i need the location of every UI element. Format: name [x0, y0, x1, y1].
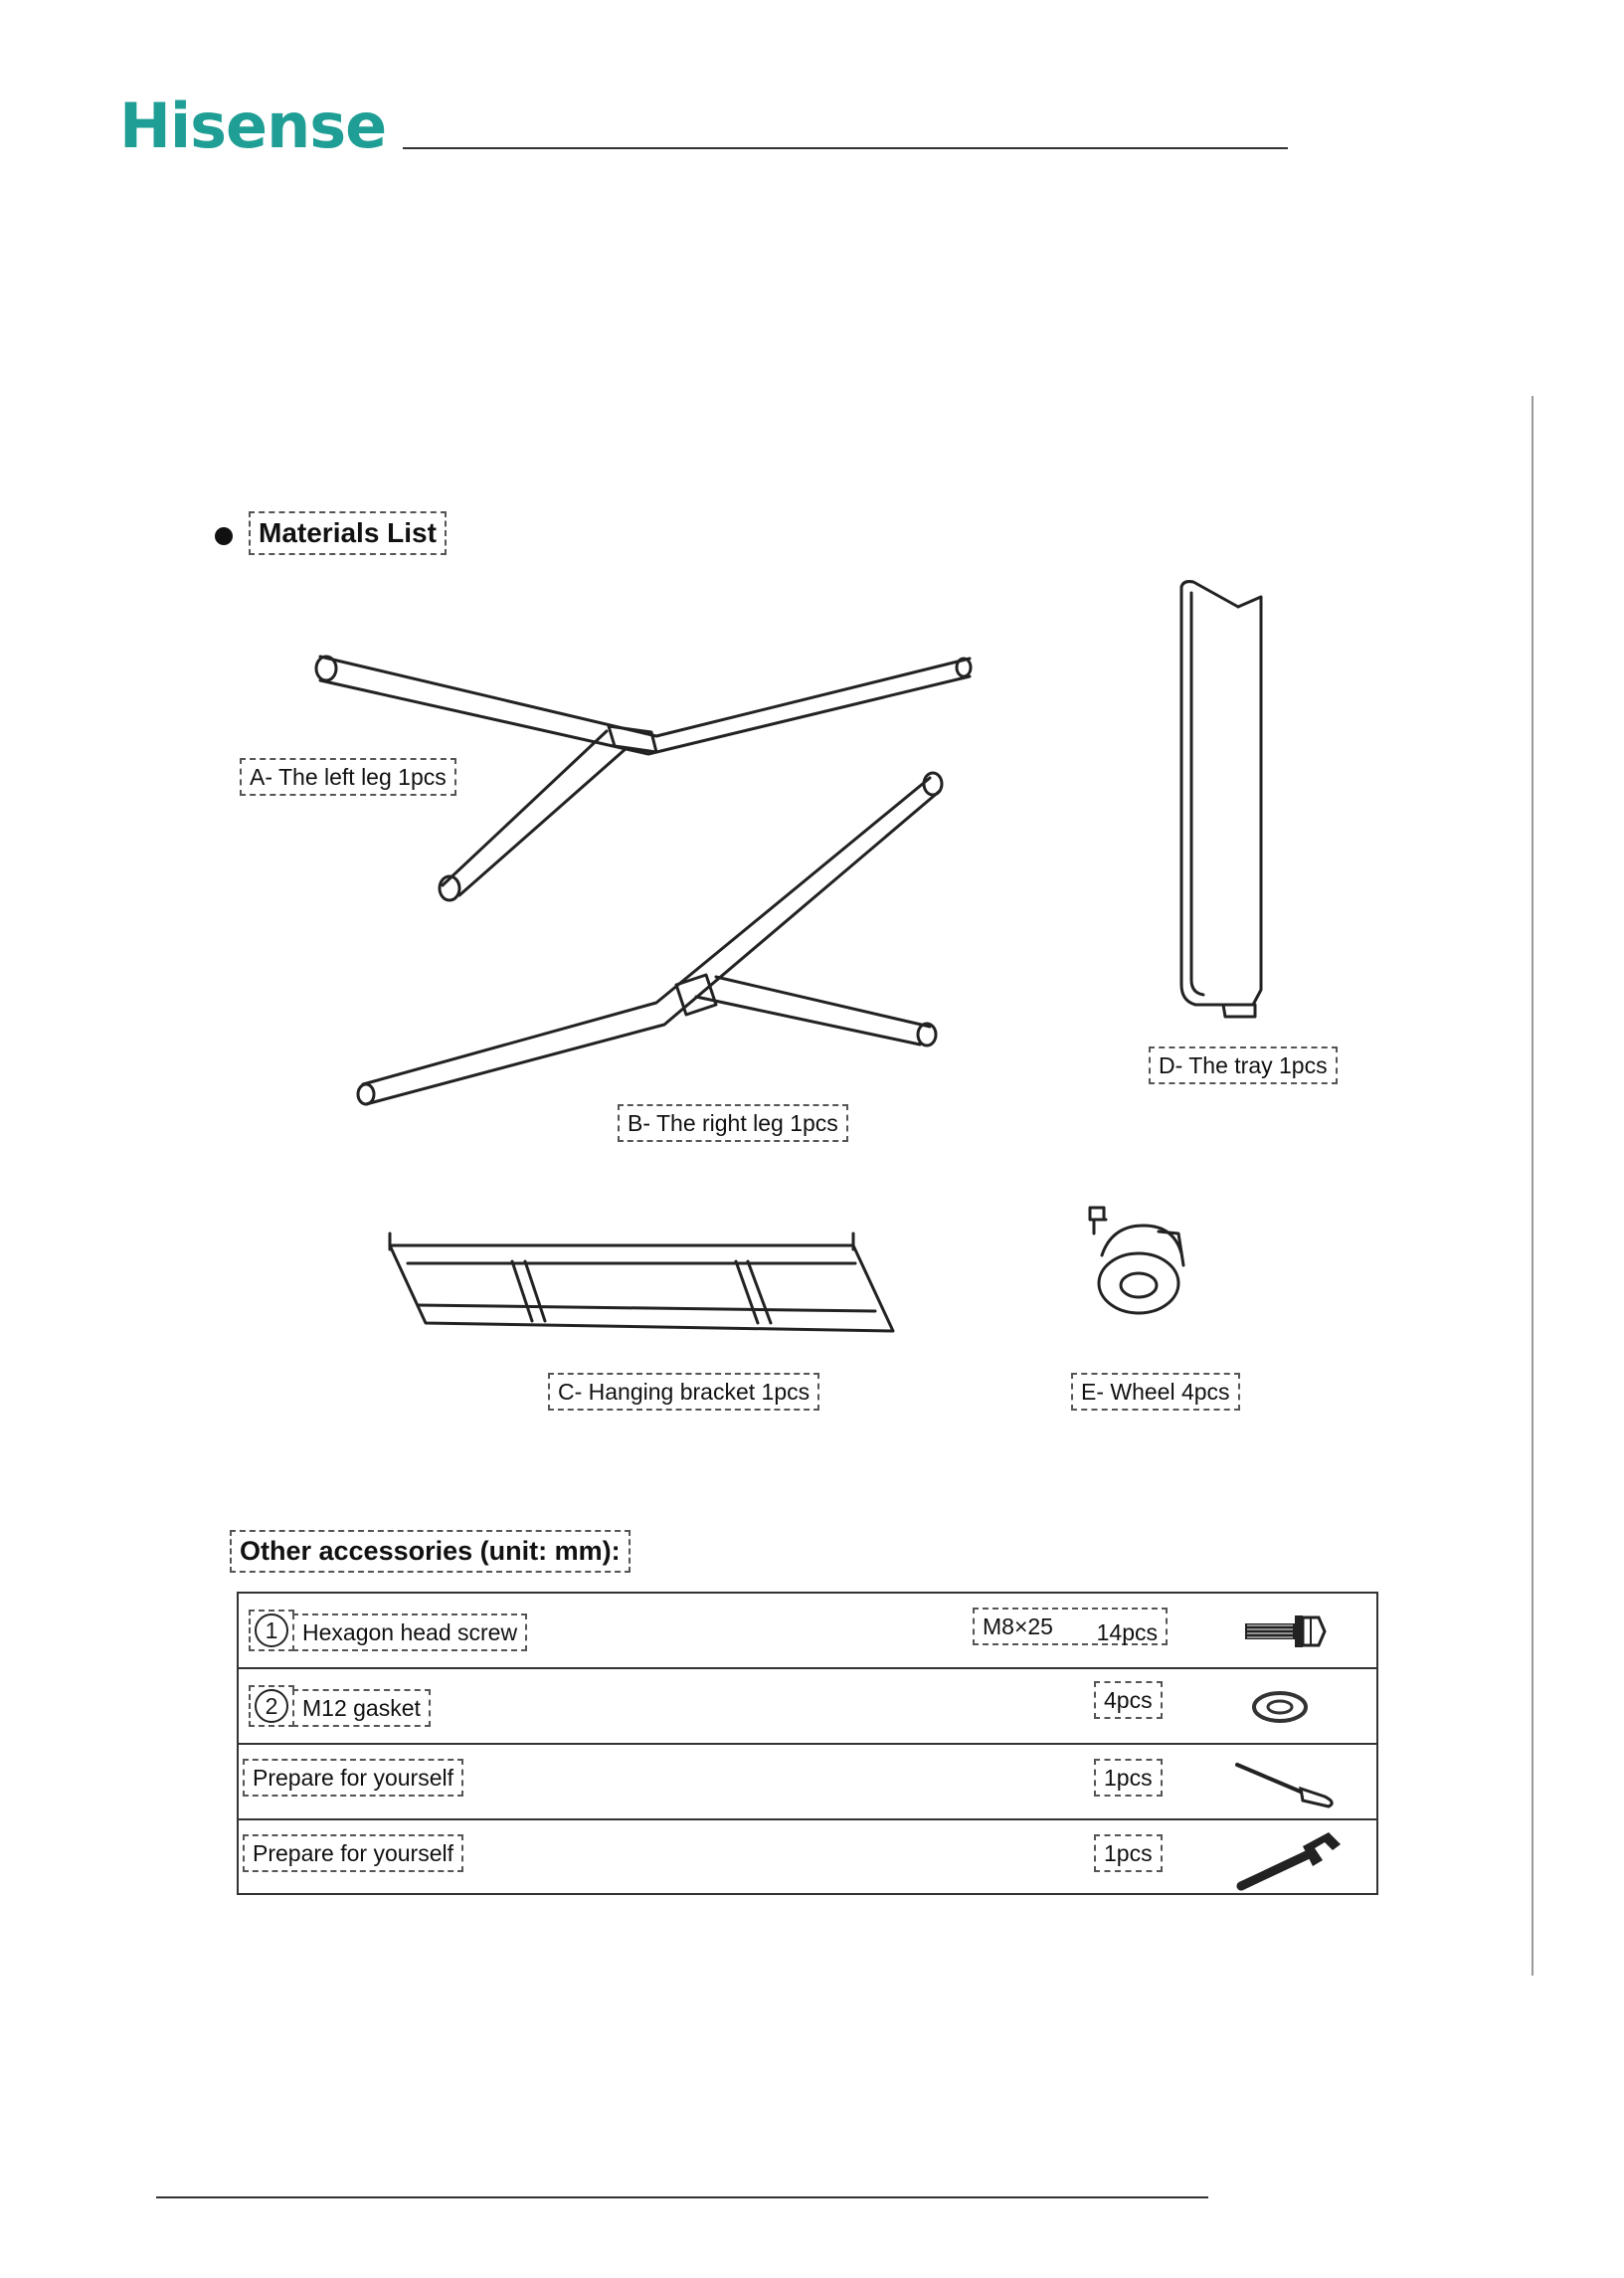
part-label-d: D- The tray 1pcs [1149, 1046, 1338, 1084]
wrench-icon [1233, 1824, 1353, 1894]
hex-screw-icon [1241, 1612, 1331, 1651]
hanging-bracket-icon [390, 1234, 893, 1331]
row-number: 2 [249, 1685, 294, 1727]
part-label-c: C- Hanging bracket 1pcs [548, 1373, 819, 1411]
tray-icon [1181, 582, 1261, 1017]
row-spec-qty: M8×25 14pcs [973, 1608, 1168, 1645]
table-row [239, 1669, 1376, 1745]
part-label-e: E- Wheel 4pcs [1071, 1373, 1240, 1411]
row-name: M12 gasket [292, 1689, 431, 1727]
row-qty: 1pcs [1094, 1834, 1163, 1872]
part-label-a: A- The left leg 1pcs [240, 758, 456, 796]
row-name: Prepare for yourself [243, 1834, 463, 1872]
accessories-title: Other accessories (unit: mm): [230, 1530, 631, 1573]
accessories-table [237, 1592, 1378, 1895]
table-row [239, 1820, 1376, 1896]
table-row [239, 1594, 1376, 1669]
right-leg-icon [358, 773, 942, 1104]
part-label-b: B- The right leg 1pcs [618, 1104, 848, 1142]
gasket-icon [1245, 1687, 1315, 1727]
row-qty: 1pcs [1094, 1759, 1163, 1797]
materials-title: Materials List [249, 511, 447, 555]
wheel-icon [1090, 1208, 1183, 1313]
row-name: Prepare for yourself [243, 1759, 463, 1797]
row-name: Hexagon head screw [292, 1614, 527, 1651]
screwdriver-icon [1233, 1755, 1343, 1810]
brand-logo: Hisense [119, 90, 387, 162]
row-qty: 4pcs [1094, 1681, 1163, 1719]
table-row [239, 1745, 1376, 1820]
row-number: 1 [249, 1610, 294, 1651]
